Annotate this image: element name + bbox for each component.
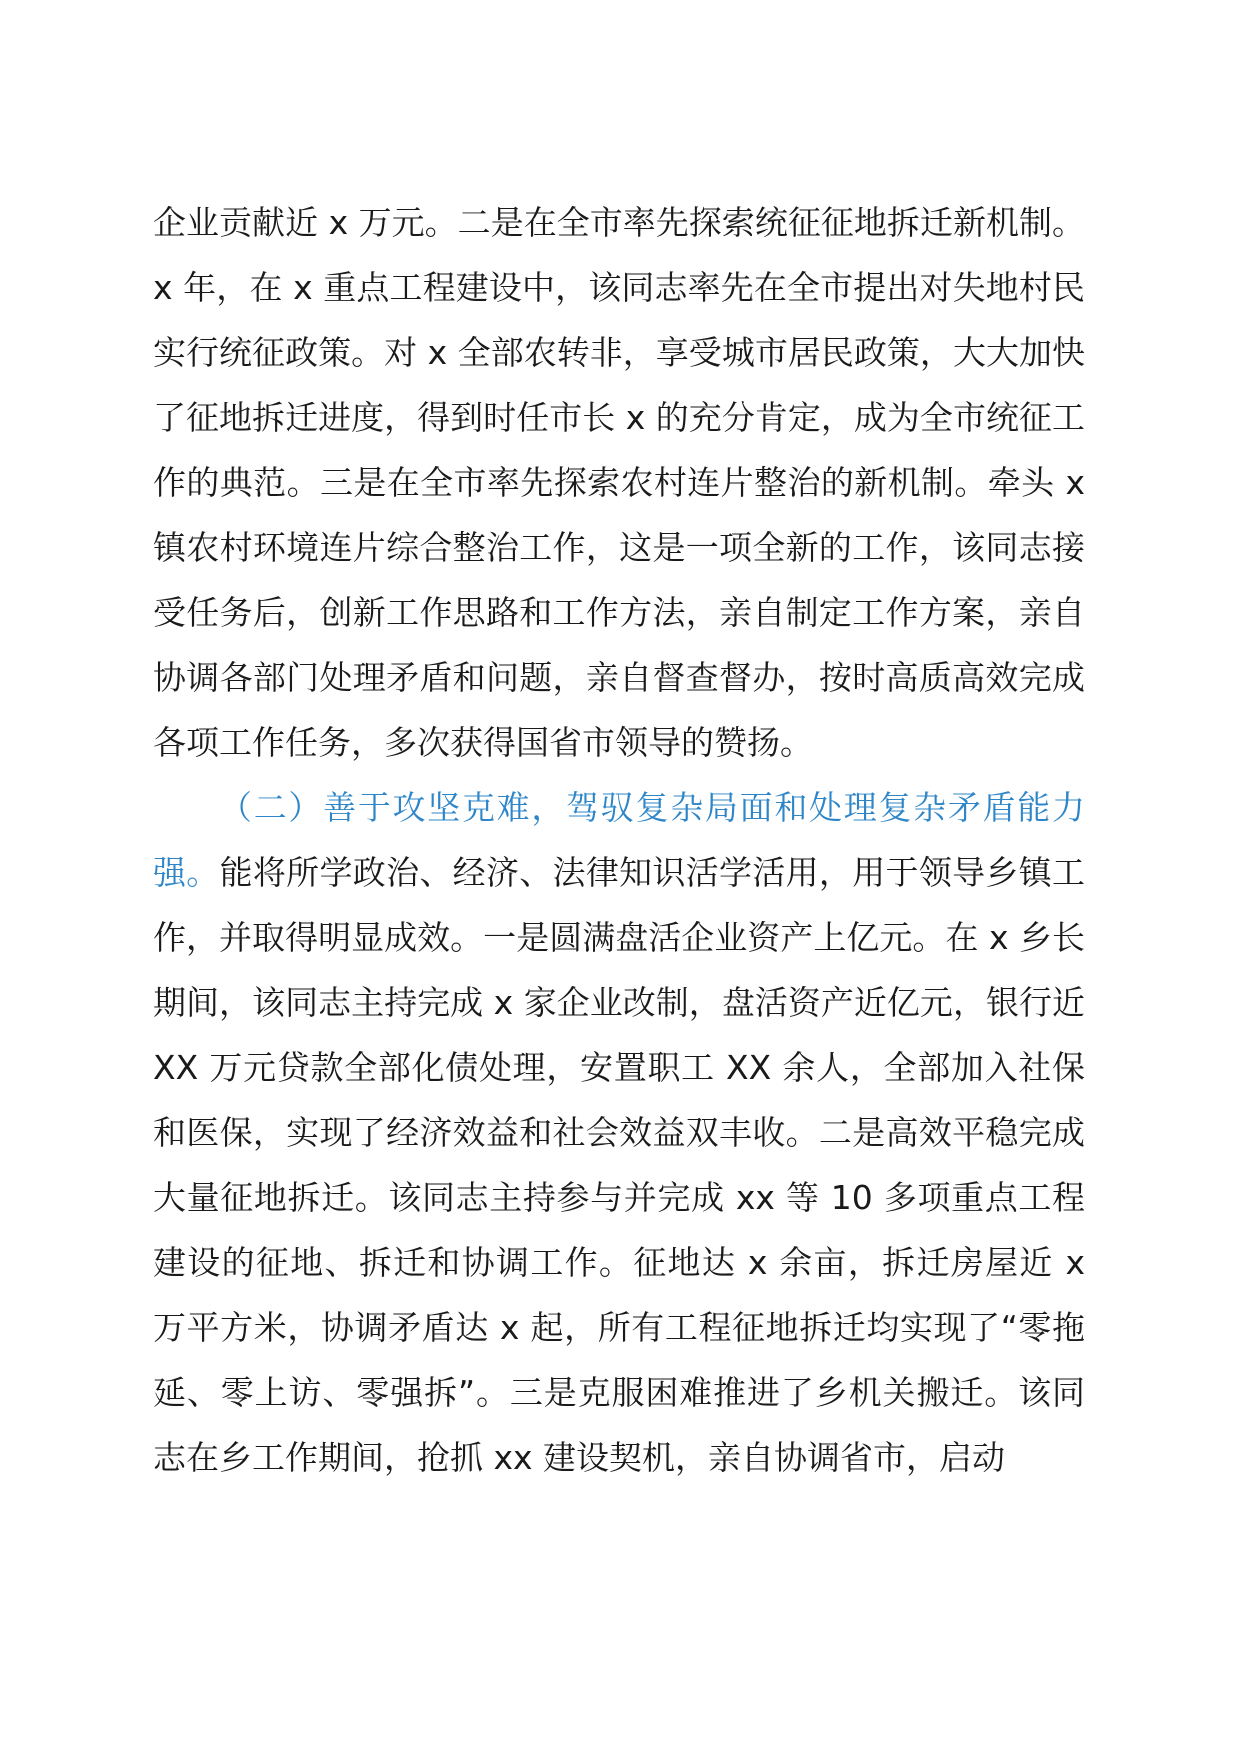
paragraph-2	[153, 775, 1085, 1490]
section-2-body: 能将所学政治、经济、法律知识活学活用，用于领导乡镇工作，并取得明显成效。一是圆满盘活企业资产上亿元。在 x 乡长期间，该同志主持完成 x 家企业改制，盘活资产近亿元，银行近 XX 万元贷款全部化债处理，安置职工 XX 余人，全部加入社保和医保，实现了经济效益和社会效益双丰收。二是高效平稳完成大量征地拆迁。该同志主持参与并完成 xx 等 10 多项重点工程建设的征地、拆迁和协调工作。征地达 x 余亩，拆迁房屋近 x 万平方米，协调矛盾达 x 起，所有工程征地拆迁均实现了“零拖延、零上访、零强拆”。三是克服困难推进了乡机关搬迁。该同志在乡工作期间，抢抓 xx 建设契机，亲自协调省市，启动	[153, 853, 1086, 1477]
paragraph-1-text: 企业贡献近 x 万元。二是在全市率先探索统征征地拆迁新机制。x 年，在 x 重点工程建设中，该同志率先在全市提出对失地村民实行统征政策。对 x 全部农转非，享受城市居民政策，大大加快了征地拆迁进度，得到时任市长 x 的充分肯定，成为全市统征工作的典范。三是在全市率先探索农村连片整治的新机制。牵头 x 镇农村环境连片综合整治工作，这是一项全新的工作，该同志接受任务后，创新工作思路和工作方法，亲自制定工作方案，亲自协调各部门处理矛盾和问题，亲自督查督办，按时高质高效完成各项工作任务，多次获得国省市领导的赞扬。	[153, 203, 1085, 762]
paragraph-1	[153, 190, 1085, 775]
section-2-heading: （二）善于攻坚克难，驾驭复杂局面和处理复杂矛盾能力强。	[153, 788, 1085, 892]
document-body	[153, 190, 1085, 1490]
